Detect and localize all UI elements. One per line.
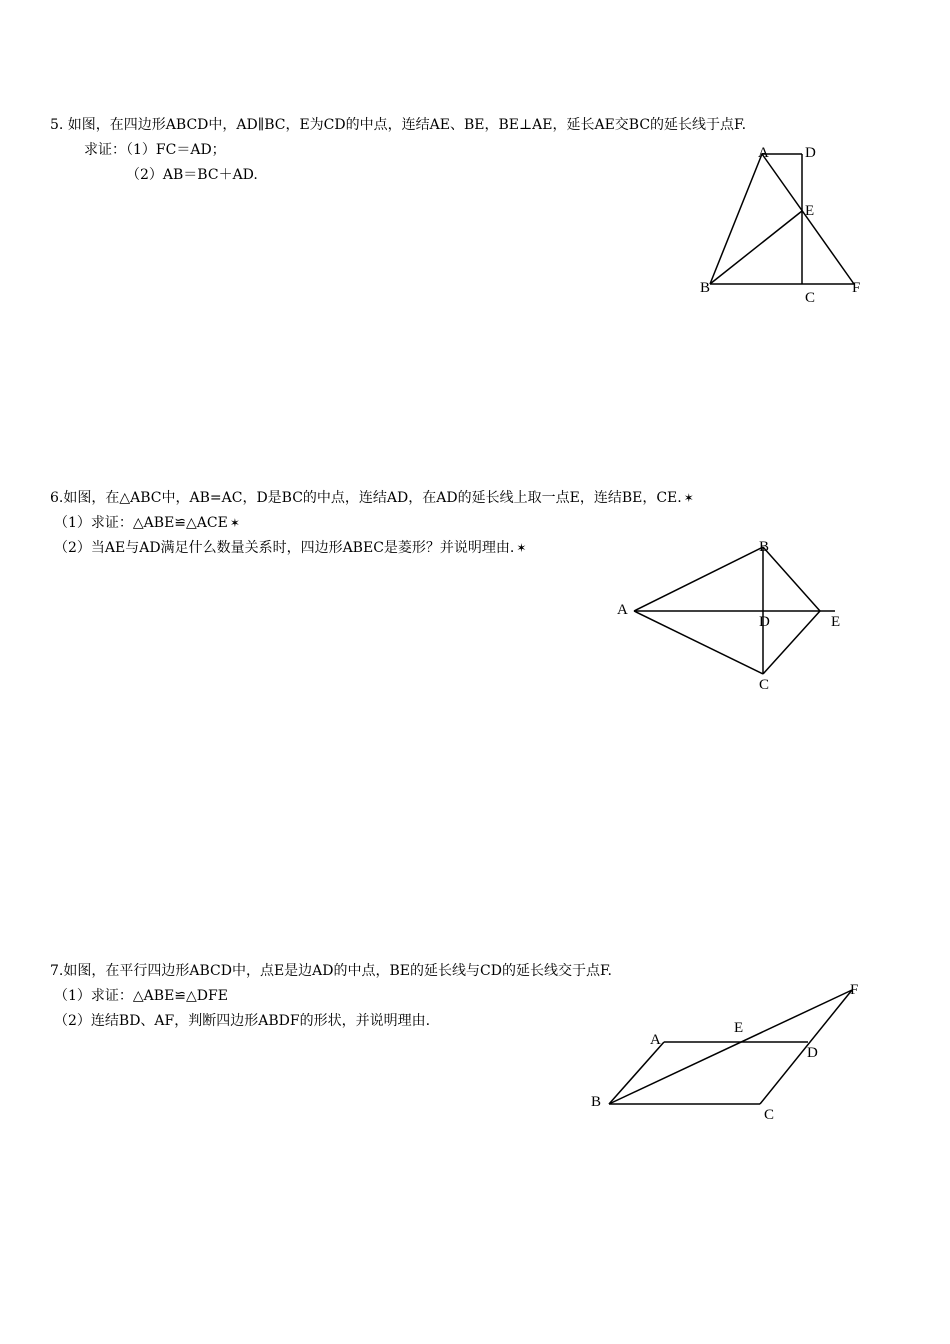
label-b: B [591, 1094, 602, 1110]
segment-be [763, 547, 820, 611]
label-d: D [807, 1045, 818, 1061]
label-e: E [734, 1020, 744, 1036]
problem-5-part-2: （2）AB＝BC＋AD. [126, 167, 258, 183]
problem-6-part-1-text: （1）求证：△ABE≌△ACE [54, 515, 228, 531]
segment-ab [710, 154, 762, 284]
problem-6-part-2 [54, 539, 526, 557]
label-f: F [850, 982, 859, 998]
segment-ab [609, 1042, 664, 1104]
segment-ce [763, 611, 820, 674]
problem-6-part-2-text: （2）当AE与AD满足什么数量关系时，四边形ABEC是菱形？并说明理由. [54, 540, 515, 556]
label-a: A [758, 145, 769, 161]
label-d: D [759, 614, 770, 630]
problem-6-figure [610, 535, 860, 695]
problem-7-part-2: （2）连结BD、AF，判断四边形ABDF的形状，并说明理由. [54, 1013, 431, 1029]
problem-5-part-1: 求证：（1）FC＝AD； [84, 142, 226, 158]
segment-cf [760, 990, 852, 1104]
label-b: B [759, 539, 770, 555]
label-c: C [759, 677, 770, 693]
label-c: C [805, 290, 816, 306]
problem-5-figure [690, 138, 880, 308]
problem-6-statement [50, 489, 694, 507]
problem-6-part-1 [54, 514, 240, 532]
problem-7-figure [580, 978, 870, 1128]
mouse-mark-icon: ✶ [683, 491, 694, 505]
mouse-mark-icon: ✶ [229, 516, 240, 530]
label-e: E [805, 203, 815, 219]
problem-6-statement-text: 6.如图，在△ABC中，AB=AC，D是BC的中点，连结AD，在AD的延长线上取一点E，连结BE，CE. [50, 490, 682, 506]
segment-ab [634, 547, 763, 611]
label-f: F [852, 280, 861, 296]
problem-7-statement: 7.如图，在平行四边形ABCD中，点E是边AD的中点，BE的延长线与CD的延长线交于点F. [50, 963, 612, 979]
segment-af [762, 154, 854, 284]
problem-7-part-1: （1）求证：△ABE≌△DFE [54, 988, 228, 1004]
mouse-mark-icon: ✶ [516, 541, 527, 555]
label-d: D [805, 145, 816, 161]
label-a: A [650, 1032, 661, 1048]
label-c: C [764, 1107, 775, 1123]
segment-ac [634, 611, 763, 674]
label-b: B [700, 280, 711, 296]
label-e: E [831, 614, 841, 630]
problem-5-statement: 5. 如图，在四边形ABCD中，AD∥BC，E为CD的中点，连结AE、BE，BE⊥AE，延长AE交BC的延长线于点F. [50, 117, 747, 133]
label-a: A [617, 602, 628, 618]
